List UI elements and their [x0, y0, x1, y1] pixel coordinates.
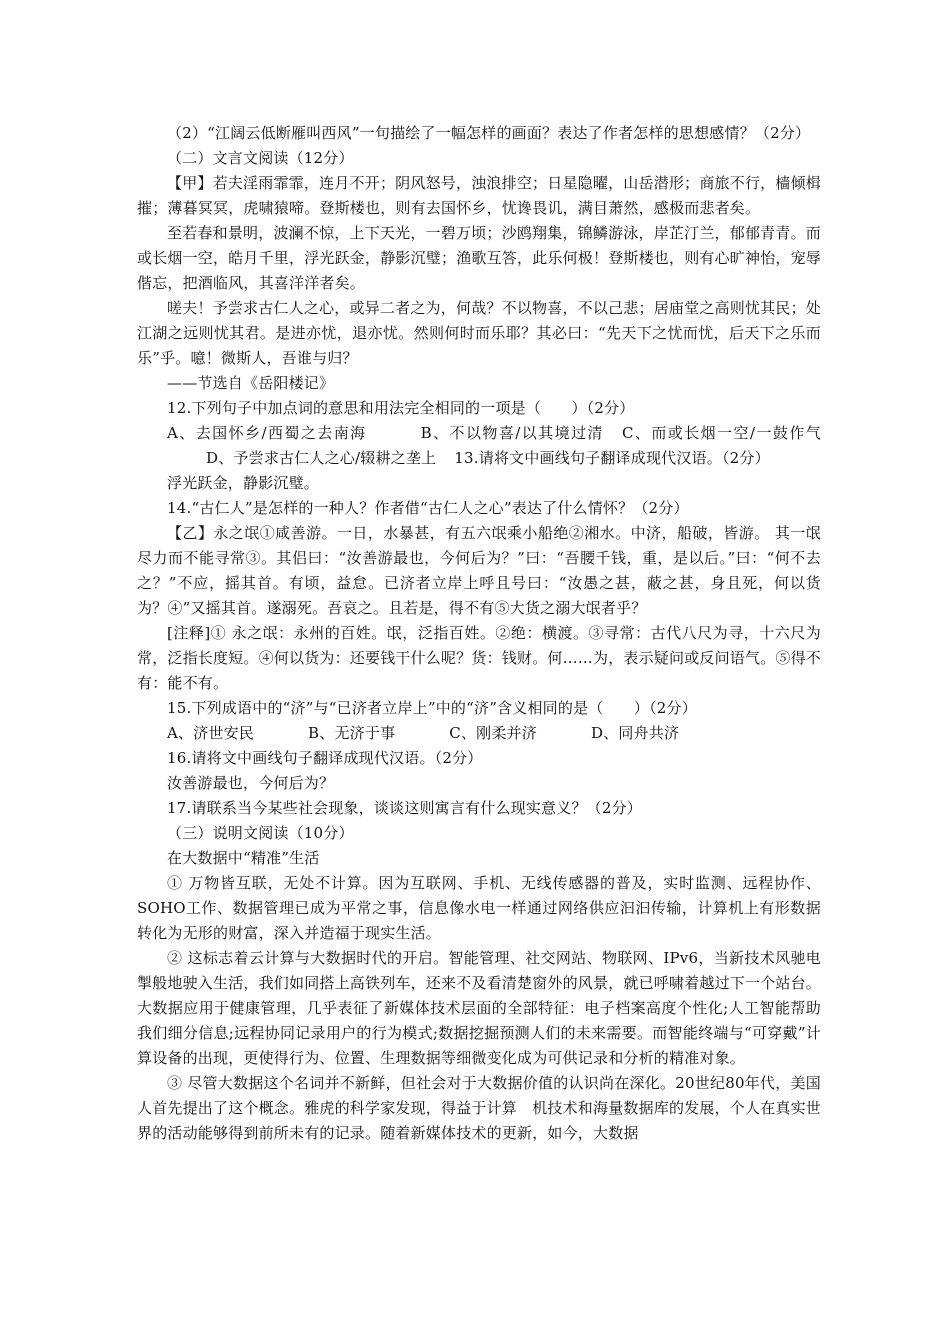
- passage-jia-paragraph-3: 嗟夫！予尝求古仁人之心，或异二者之为，何哉？不以物喜，不以己悲；居庙堂之高则忧其民；处江湖之远则忧其君。是进亦忧，退亦忧。然则何时而乐耶？其必曰：“先天下之忧而忧，后天下之乐而乐”乎。噫！微斯人，吾谁与归？: [137, 299, 821, 367]
- q12-option-c: C、而或长烟一空/一鼓作气: [621, 424, 821, 442]
- article-title: 在大数据中“精准”生活: [167, 849, 320, 867]
- document-page: [137, 121, 821, 1146]
- q15-option-a: A、济世安民: [167, 724, 255, 742]
- question-15: 15.下列成语中的“济”与“已济者立岸上”中的“济”含义相同的是（ ）（2分）: [167, 699, 697, 717]
- question-16: 16.请将文中画线句子翻译成现代汉语。（2分）: [167, 749, 483, 767]
- passage-yi-notes: [注释]① 永之氓：永州的百姓。氓，泛指百姓。②绝：横渡。③寻常：古代八尺为寻，十六尺为常，泛指长度短。④何以货为：还要钱干什么呢？货：钱财。何……为，表示疑问或反问语气。⑤得不有：能不有。: [137, 624, 822, 692]
- passage-yi-paragraph: [137, 521, 821, 621]
- section-3-heading: （三）说明文阅读（10分）: [167, 824, 354, 842]
- passage-yi-label: 【乙】: [167, 524, 214, 542]
- passage-jia-label: 【甲】: [167, 174, 213, 192]
- question-17: 17.请联系当今某些社会现象，谈谈这则寓言有什么现实意义？（2分）: [167, 799, 643, 817]
- question-16-sentence: 汝善游最也，今何后为？: [167, 774, 335, 792]
- q15-option-c: C、刚柔并济: [449, 724, 537, 742]
- passage-source: ——节选自《岳阳楼记》: [167, 374, 335, 392]
- passage-yi-text: 永之氓①咸善游。一日，水暴甚，有五六氓乘小船绝②湘水。中济，船破，皆游。 其一氓尽力而不能寻常③。其侣曰：“汝善游最也，今何后为？”曰：“吾腰千钱，重，是以后。”曰：“何不去之？”不应，摇其首。有顷，益怠。已济者立岸上呼且号曰：“汝愚之甚，蔽之甚，身且死，何以货为？④”又摇其首。遂溺死。吾哀之。且若是，得不有⑤大货之溺大氓者乎？: [137, 524, 821, 617]
- q15-option-b: B、无济于事: [308, 724, 396, 742]
- question-11-2: （2）“江阔云低断雁叫西风”一句描绘了一幅怎样的画面？表达了作者怎样的思想感情？（2分）: [167, 124, 811, 142]
- article-paragraph-1: ① 万物皆互联，无处不计算。因为互联网、手机、无线传感器的普及，实时监测、远程协作、SOHO工作、数据管理已成为平常之事，信息像水电一样通过网络供应汩汩传输，计算机上有形数据转化为无形的财富，深入并造福于现实生活。: [137, 874, 821, 942]
- question-13-sentence: 浮光跃金，静影沉璧。: [167, 474, 320, 492]
- question-12: 12.下列句子中加点词的意思和用法完全相同的一项是（ ）（2分）: [167, 399, 635, 417]
- q15-option-d: D、同舟共济: [590, 724, 680, 742]
- q12-option-b: B、不以物喜/以其境过清: [420, 424, 604, 442]
- section-2-heading: （二）文言文阅读（12分）: [167, 149, 354, 167]
- q12-option-d: D、予尝求古仁人之心/辍耕之垄上: [206, 449, 437, 467]
- q12-option-a: A、去国怀乡/西蜀之去南海: [167, 424, 367, 442]
- question-13: 13.请将文中画线句子翻译成现代汉语。（2分）: [454, 449, 770, 467]
- passage-jia-text-1: 若夫淫雨霏霏，连月不开；阴风怒号，浊浪排空；日星隐曜，山岳潜形；商旅不行，樯倾楫摧；薄暮冥冥，虎啸猿啼。登斯楼也，则有去国怀乡，忧谗畏讥，满目萧然，感极而悲者矣。: [137, 174, 821, 217]
- passage-jia-paragraph-1: [137, 171, 821, 221]
- question-14: 14.“古仁人”是怎样的一种人？作者借“古仁人之心”表达了什么情怀？（2分）: [167, 499, 689, 517]
- question-15-options: [137, 721, 821, 746]
- article-paragraph-3: ③ 尽管大数据这个名词并不新鲜，但社会对于大数据价值的认识尚在深化。20世纪80年代，美国人首先提出了这个概念。雅虎的科学家发现，得益于计算 机技术和海量数据库的发展，个人在真实世界的活动能够得到前所未有的记录。随着新媒体技术的更新，如今，大数据: [137, 1074, 822, 1142]
- article-paragraph-2: ② 这标志着云计算与大数据时代的开启。智能管理、社交网站、物联网、IPv6，当新技术风驰电掣般地驶入生活，我们如同搭上高铁列车，还来不及看清楚窗外的风景，就已呼啸着越过下一个站台。大数据应用于健康管理，几乎表征了新媒体技术层面的全部特征：电子档案高度个性化;人工智能帮助我们细分信息;远程协同记录用户的行为模式;数据挖掘预测人们的未来需要。而智能终端与“可穿戴”计算设备的出现，更使得行为、位置、生理数据等细微变化成为可供记录和分析的精准对象。: [137, 949, 822, 1067]
- question-12-options: [137, 421, 821, 471]
- passage-jia-paragraph-2: 至若春和景明，波澜不惊，上下天光，一碧万顷；沙鸥翔集，锦鳞游泳，岸芷汀兰，郁郁青青。而或长烟一空，皓月千里，浮光跃金，静影沉璧；渔歌互答，此乐何极！登斯楼也，则有心旷神怡，宠辱偕忘，把酒临风，其喜洋洋者矣。: [137, 224, 822, 292]
